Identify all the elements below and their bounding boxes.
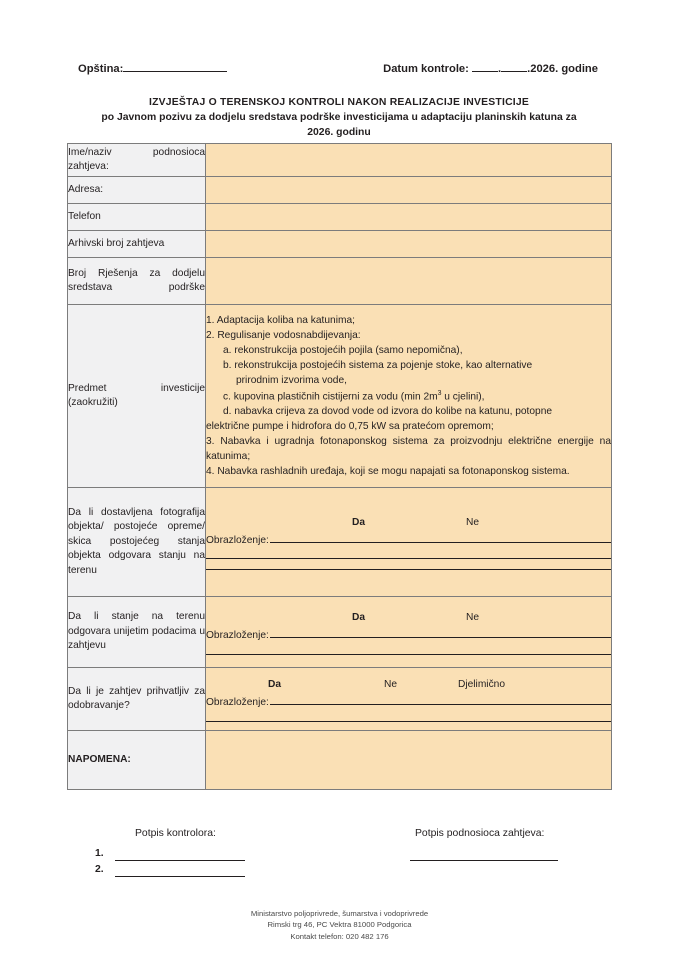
row-value-archive-number[interactable] [206, 231, 612, 258]
date-month-blank[interactable] [501, 62, 527, 72]
investment-option-4[interactable]: 4. Nabavka rashladnih uređaja, koji se mogu napajati sa fotonaponskog sistema. [206, 466, 570, 478]
photo-match-option-ne[interactable]: Ne [466, 516, 480, 528]
signature-section [67, 828, 612, 884]
applicant-signature-line[interactable] [410, 860, 558, 861]
row-label-acceptable: Da li je zahtjev prihvatljiv za odobravanje? [68, 668, 206, 731]
row-label-name: Ime/naziv podnosioca zahtjeva: [68, 144, 206, 177]
footer-address: Rimski trg 46, PC Vektra 81000 Podgorica [267, 920, 412, 930]
control-date-label: Datum kontrole: [383, 62, 469, 75]
acceptable-explanation-label: Obrazloženje: [206, 697, 269, 709]
municipality-label: Opština: [78, 62, 124, 75]
inspection-form-table [67, 143, 612, 790]
photo-match-answer-options [206, 516, 611, 533]
photo-match-explanation-label: Obrazloženje: [206, 534, 269, 546]
field-match-explanation-line-2[interactable] [206, 654, 611, 655]
row-value-address[interactable] [206, 177, 612, 204]
investment-option-2d[interactable] [206, 405, 611, 420]
field-match-answer-options [206, 611, 611, 628]
photo-match-explanation-line-2[interactable] [206, 558, 611, 559]
table-row [68, 231, 612, 258]
acceptable-explanation-line-2[interactable] [206, 721, 611, 722]
title-line-3: 2026. godinu [307, 126, 371, 138]
row-label-note: NAPOMENA: [68, 731, 206, 790]
table-row [68, 731, 612, 790]
investment-option-2d-cont: električne pumpe i hidrofora do 0,75 kW sa pratećom opremom; [206, 421, 494, 433]
row-value-name[interactable] [206, 144, 612, 177]
municipality-field [78, 62, 227, 75]
page-title [86, 96, 592, 140]
acceptable-option-djelimicno[interactable]: Djelimično [458, 679, 505, 691]
field-match-option-da[interactable]: Da [352, 612, 366, 624]
document-header-row [78, 62, 598, 75]
row-label-archive-number: Arhivski broj zahtjeva [68, 231, 206, 258]
photo-match-explanation [206, 534, 611, 549]
acceptable-explanation [206, 696, 611, 711]
row-label-address: Adresa: [68, 177, 206, 204]
inspector-signature-line-1[interactable] [115, 860, 245, 861]
photo-match-explanation-line-1[interactable] [270, 534, 611, 543]
investment-option-2d-line1: d. nabavka crijeva za dovod vode od izvora do kolibe na katunu, potopne [223, 406, 553, 418]
inspector-signature-number-2: 2. [95, 864, 104, 875]
row-label-phone: Telefon [68, 204, 206, 231]
row-label-field-match: Da li stanje na terenu odgovara unijetim podacima u zahtjevu [68, 597, 206, 668]
investment-option-1[interactable]: 1. Adaptacija koliba na katunima; [206, 314, 355, 326]
row-value-photo-match[interactable] [206, 488, 612, 597]
document-footer [0, 908, 679, 942]
row-value-decision-number[interactable] [206, 258, 612, 305]
investment-options-list [206, 312, 611, 480]
row-label-photo-match: Da li dostavljena fotografija objekta/ postojeće opreme/ skica postojećeg stanja objekta odgovara stanju na terenu [68, 488, 206, 597]
row-value-phone[interactable] [206, 204, 612, 231]
acceptable-explanation-line-1[interactable] [270, 696, 611, 705]
signature-lines [67, 844, 612, 884]
date-day-blank[interactable] [472, 62, 498, 72]
table-row [68, 177, 612, 204]
table-row [68, 258, 612, 305]
row-value-investment-subject[interactable] [206, 305, 612, 488]
investment-option-3[interactable]: 3. Nabavka i ugradnja fotonaponskog sistema za proizvodnju električne energije na katunima; [206, 436, 611, 463]
investment-option-2b-line2: prirodnim izvorima vode, [236, 374, 347, 386]
table-row [68, 204, 612, 231]
investment-option-2c[interactable] [206, 389, 611, 405]
title-line-2: po Javnom pozivu za dodjelu sredstava podrške investicijama u adaptaciju planinskih katuna za [101, 111, 577, 123]
municipality-blank[interactable] [123, 62, 227, 72]
photo-match-explanation-line-3[interactable] [206, 569, 611, 570]
control-date-field [383, 62, 598, 75]
table-row [68, 305, 612, 488]
row-label-investment-subject: Predmet investicije (zaokružiti) [68, 305, 206, 488]
title-line-1: IZVJEŠTAJ O TERENSKOJ KONTROLI NAKON REALIZACIJE INVESTICIJE [148, 97, 530, 108]
row-value-acceptable[interactable] [206, 668, 612, 731]
applicant-signature-label: Potpis podnosioca zahtjeva: [415, 828, 545, 839]
investment-option-2c-prefix: c. kupovina plastičnih cistijerni za vodu (min 2m [223, 391, 438, 403]
field-match-explanation-line-1[interactable] [270, 629, 611, 638]
table-row [68, 597, 612, 668]
field-match-explanation [206, 629, 611, 644]
investment-option-2b-line1: b. rekonstrukcija postojećih sistema za pojenje stoke, kao alternative [223, 359, 533, 371]
acceptable-option-ne[interactable]: Ne [384, 679, 398, 691]
field-match-option-ne[interactable]: Ne [466, 612, 480, 624]
footer-ministry: Ministarstvo poljoprivrede, šumarstva i vodoprivrede [250, 909, 429, 918]
table-row [68, 144, 612, 177]
table-row [68, 668, 612, 731]
photo-match-option-da[interactable]: Da [352, 516, 366, 528]
row-value-note[interactable] [206, 731, 612, 790]
investment-option-2c-superscript: 3 [437, 389, 442, 397]
investment-option-2a[interactable]: a. rekonstrukcija postojećih pojila (samo nepomična), [223, 344, 463, 356]
date-year-suffix: .2026. godine [527, 62, 598, 75]
field-match-explanation-label: Obrazloženje: [206, 630, 269, 642]
investment-option-2c-suffix: u cjelini), [441, 391, 485, 403]
acceptable-answer-options [206, 678, 611, 695]
signature-headings [67, 828, 612, 844]
row-label-decision-number: Broj Rješenja za dodjelu sredstava podrške [68, 258, 206, 305]
investment-option-2b[interactable] [206, 359, 611, 389]
inspector-signature-label: Potpis kontrolora: [135, 828, 216, 839]
inspector-signature-line-2[interactable] [115, 876, 245, 877]
inspector-signature-number-1: 1. [95, 848, 104, 859]
acceptable-option-da[interactable]: Da [268, 679, 282, 691]
investment-option-2[interactable]: 2. Regulisanje vodosnabdijevanja: [206, 329, 361, 341]
table-row [68, 488, 612, 597]
row-value-field-match[interactable] [206, 597, 612, 668]
footer-contact: Kontakt telefon: 020 482 176 [290, 931, 389, 941]
date-separator: . [498, 62, 502, 75]
